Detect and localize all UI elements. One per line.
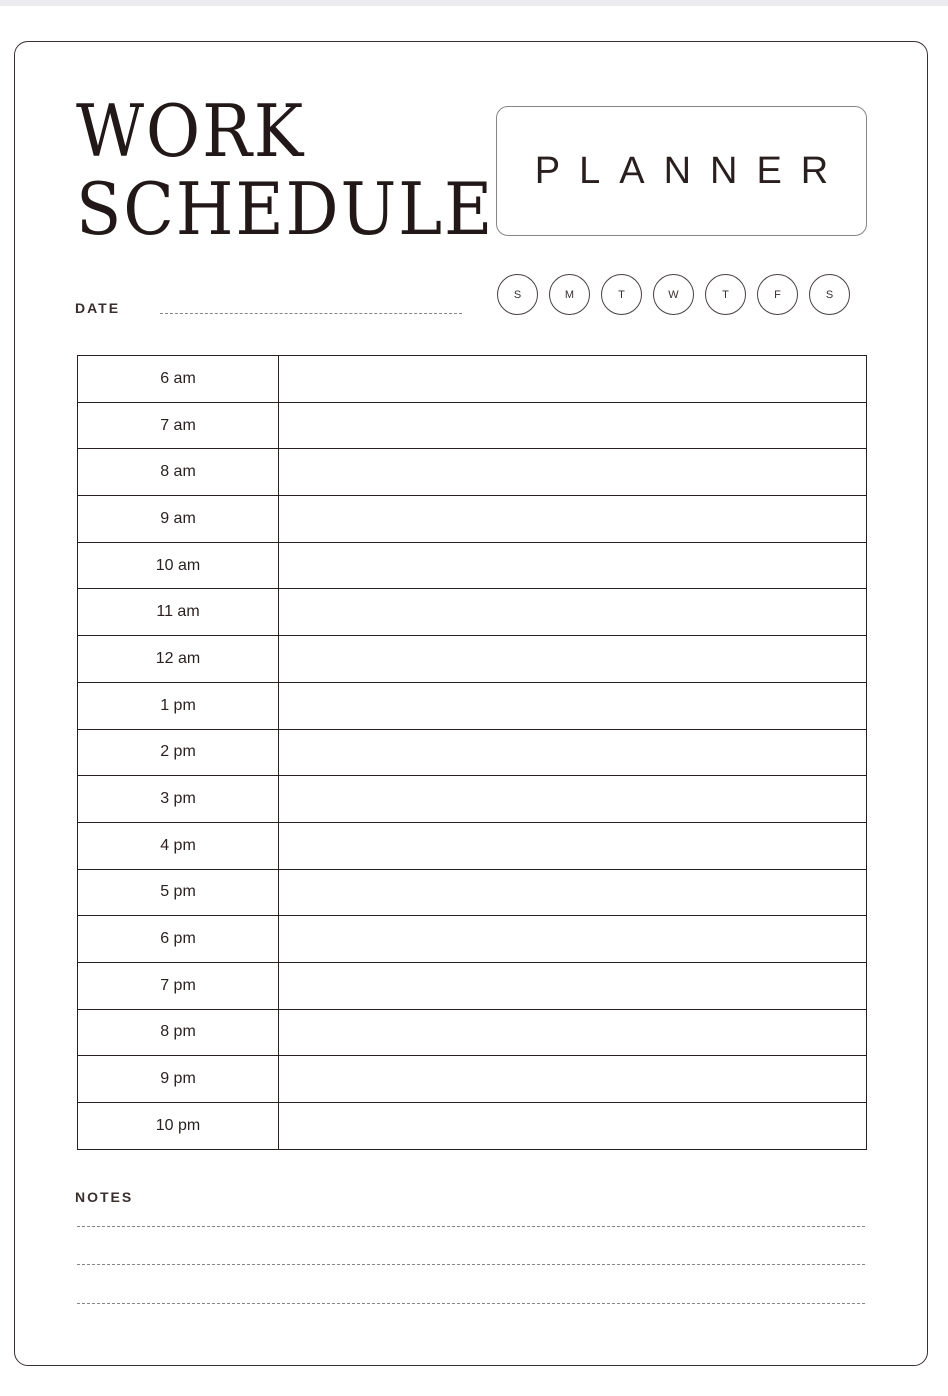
time-slot-label: 3 pm	[78, 776, 279, 823]
schedule-row	[78, 729, 867, 776]
schedule-row	[78, 402, 867, 449]
time-slot-label: 9 am	[78, 496, 279, 543]
title-line-1: WORK	[76, 89, 306, 173]
planner-badge-label: PLANNER	[534, 149, 848, 192]
schedule-row	[78, 449, 867, 496]
time-slot-label: 10 pm	[78, 1103, 279, 1150]
weekday-selector	[497, 274, 850, 315]
top-strip	[0, 0, 948, 6]
schedule-row	[78, 636, 867, 683]
schedule-entry-cell[interactable]	[279, 402, 867, 449]
time-slot-label: 9 pm	[78, 1056, 279, 1103]
day-circle-tuesday[interactable]: T	[601, 274, 642, 315]
schedule-row	[78, 1009, 867, 1056]
schedule-row	[78, 589, 867, 636]
schedule-row	[78, 822, 867, 869]
time-slot-label: 1 pm	[78, 682, 279, 729]
time-slot-label: 6 pm	[78, 916, 279, 963]
schedule-entry-cell[interactable]	[279, 356, 867, 403]
schedule-entry-cell[interactable]	[279, 776, 867, 823]
schedule-row	[78, 1056, 867, 1103]
date-field[interactable]	[160, 313, 462, 314]
schedule-row	[78, 962, 867, 1009]
schedule-row	[78, 1103, 867, 1150]
title-line-2: SCHEDULE	[76, 167, 495, 251]
schedule-entry-cell[interactable]	[279, 822, 867, 869]
schedule-entry-cell[interactable]	[279, 1009, 867, 1056]
schedule-entry-cell[interactable]	[279, 1056, 867, 1103]
day-circle-monday[interactable]: M	[549, 274, 590, 315]
schedule-row	[78, 916, 867, 963]
schedule-row	[78, 496, 867, 543]
schedule-entry-cell[interactable]	[279, 916, 867, 963]
schedule-entry-cell[interactable]	[279, 869, 867, 916]
note-line[interactable]	[77, 1226, 865, 1227]
day-circle-thursday[interactable]: T	[705, 274, 746, 315]
day-circle-wednesday[interactable]: W	[653, 274, 694, 315]
date-label: DATE	[75, 300, 121, 316]
time-slot-label: 7 pm	[78, 962, 279, 1009]
time-slot-label: 11 am	[78, 589, 279, 636]
day-circle-saturday[interactable]: S	[809, 274, 850, 315]
schedule-row	[78, 682, 867, 729]
day-circle-friday[interactable]: F	[757, 274, 798, 315]
schedule-entry-cell[interactable]	[279, 1103, 867, 1150]
schedule-table	[77, 355, 867, 1150]
schedule-row	[78, 869, 867, 916]
schedule-entry-cell[interactable]	[279, 962, 867, 1009]
schedule-entry-cell[interactable]	[279, 542, 867, 589]
schedule-row	[78, 776, 867, 823]
planner-badge	[496, 106, 867, 236]
day-circle-sunday[interactable]: S	[497, 274, 538, 315]
time-slot-label: 12 am	[78, 636, 279, 683]
schedule-row	[78, 542, 867, 589]
schedule-entry-cell[interactable]	[279, 682, 867, 729]
schedule-entry-cell[interactable]	[279, 636, 867, 683]
notes-label: NOTES	[75, 1189, 134, 1205]
schedule-entry-cell[interactable]	[279, 496, 867, 543]
schedule-entry-cell[interactable]	[279, 729, 867, 776]
schedule-entry-cell[interactable]	[279, 589, 867, 636]
time-slot-label: 7 am	[78, 402, 279, 449]
schedule-row	[78, 356, 867, 403]
time-slot-label: 5 pm	[78, 869, 279, 916]
time-slot-label: 10 am	[78, 542, 279, 589]
note-line[interactable]	[77, 1303, 865, 1304]
time-slot-label: 2 pm	[78, 729, 279, 776]
note-line[interactable]	[77, 1264, 865, 1265]
time-slot-label: 6 am	[78, 356, 279, 403]
time-slot-label: 8 pm	[78, 1009, 279, 1056]
time-slot-label: 8 am	[78, 449, 279, 496]
time-slot-label: 4 pm	[78, 822, 279, 869]
schedule-entry-cell[interactable]	[279, 449, 867, 496]
page-title	[76, 89, 495, 251]
